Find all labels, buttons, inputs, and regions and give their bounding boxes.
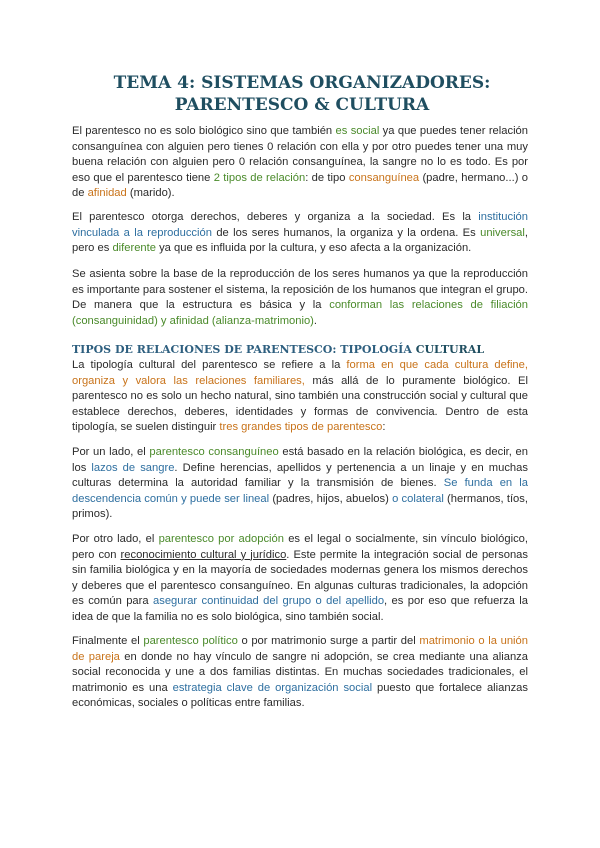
paragraph-adoption: Por otro lado, el parentesco por adopción es el legal o socialmente, sin vínculo biológico, pero con reconocimiento cultural y jurídico. Este permite la integración social de personas sin familia biológica y en la mayoría de sociedades modernas genera los mismos derechos y deberes que el parentesco consanguíneo. En algunas culturas tradicionales, la adopción es común para asegurar continuidad del grupo o del apellido, es por eso que refuerza la idea de que la familia no es solo biológica, sino también social.	[72, 533, 528, 623]
highlight-orange: tres grandes tipos de parentesco	[219, 421, 383, 434]
underlined-text: reconocimiento cultural y jurídico	[120, 548, 287, 561]
section-heading: TIPOS DE RELACIONES DE PARENTESCO: TIPOLOGÍA CULTURAL	[72, 343, 485, 356]
paragraph-reproduction: Se asienta sobre la base de la reproducción de los seres humanos ya que la reproducción es importante para sostener el sistema, la reposición de los humanos que integran el grupo. De manera que la estructura es básica y la conforman las relaciones de filiación (consanguinidad) y afinidad (alianza-matrimonio).	[72, 268, 528, 327]
highlight-blue: o colateral	[392, 492, 444, 505]
paragraph-typology: La tipología cultural del parentesco se refiere a la forma en que cada cultura define, organiza y valora las relaciones familiares, más allá de lo puramente biológico. El parentesco no es solo un hecho natural, sino también una construcción social y cultural que establece derechos, deberes, identidades y formas de convivencia. Dentro de esta tipología, se suelen distinguir tres grandes tipos de parentesco:	[72, 359, 528, 434]
highlight-blue: estrategia clave de organización social	[172, 681, 373, 694]
paragraph-consanguineous: Por un lado, el parentesco consanguíneo está basado en la relación biológica, es decir, en los lazos de sangre. Define herencias, apellidos y pertenencia a un linaje y en muchas culturas determina la autoridad familiar y la transmisión de bienes. Se funda en la descendencia común y puede ser lineal (padres, hijos, abuelos) o colateral (hermanos, tíos, primos).	[72, 446, 528, 521]
highlight-green: 2 tipos de relación	[213, 171, 306, 184]
highlight-blue: asegurar continuidad del grupo o del apellido	[153, 595, 385, 608]
highlight-green: conforman las relaciones de filiación (consanguinidad) y afinidad (alianza-matrimonio)	[72, 299, 528, 327]
highlight-blue: Se funda en la descendencia común y puede ser lineal	[72, 477, 528, 505]
highlight-green: parentesco por adopción	[158, 533, 284, 545]
page-title: TEMA 4: SISTEMAS ORGANIZADORES: PARENTESCO & CULTURA	[113, 73, 491, 115]
highlight-green: universal	[480, 226, 525, 239]
highlight-blue: institución vinculada a la reproducción	[72, 211, 528, 239]
highlight-orange: afinidad	[87, 187, 127, 200]
highlight-green: es social	[335, 125, 380, 137]
paragraph-intro: El parentesco no es solo biológico sino que también es social ya que puedes tener relación consanguínea con alguien pero tienes 0 relación con ella y por otro puedes tener una muy buena relación con alguien pero 0 relación consanguínea, la sangre no lo es todo. Es por eso que el parentesco tiene 2 tipos de relación: de tipo consanguínea (padre, hermano...) o de afinidad (marido).	[72, 125, 528, 200]
highlight-orange: consanguínea	[348, 171, 420, 184]
paragraph-rights: El parentesco otorga derechos, deberes y organiza a la sociedad. Es la institución vinculada a la reproducción de los seres humanos, la organiza y la ordena. Es universal, pero es diferente ya que es influida por la cultura, y eso afecta a la organización.	[72, 211, 528, 255]
paragraph-political: Finalmente el parentesco político o por matrimonio surge a partir del matrimonio o la unión de pareja en donde no hay vínculo de sangre ni adopción, se crea mediante una alianza social reconocida y une a dos familias distintas. En muchas sociedades tradicionales, el matrimonio es una estrategia clave de organización social puesto que fortalece alianzas económicas, sociales o políticas entre familias.	[72, 635, 528, 710]
highlight-green: parentesco consanguíneo	[149, 446, 279, 458]
highlight-blue: lazos de sangre	[91, 461, 175, 474]
highlight-green: parentesco político	[143, 635, 238, 647]
highlight-orange: matrimonio o la unión de pareja	[72, 635, 528, 663]
highlight-green: diferente	[112, 242, 156, 255]
highlight-orange: forma en que cada cultura define, organiza y valora las relaciones familiares,	[72, 359, 528, 387]
